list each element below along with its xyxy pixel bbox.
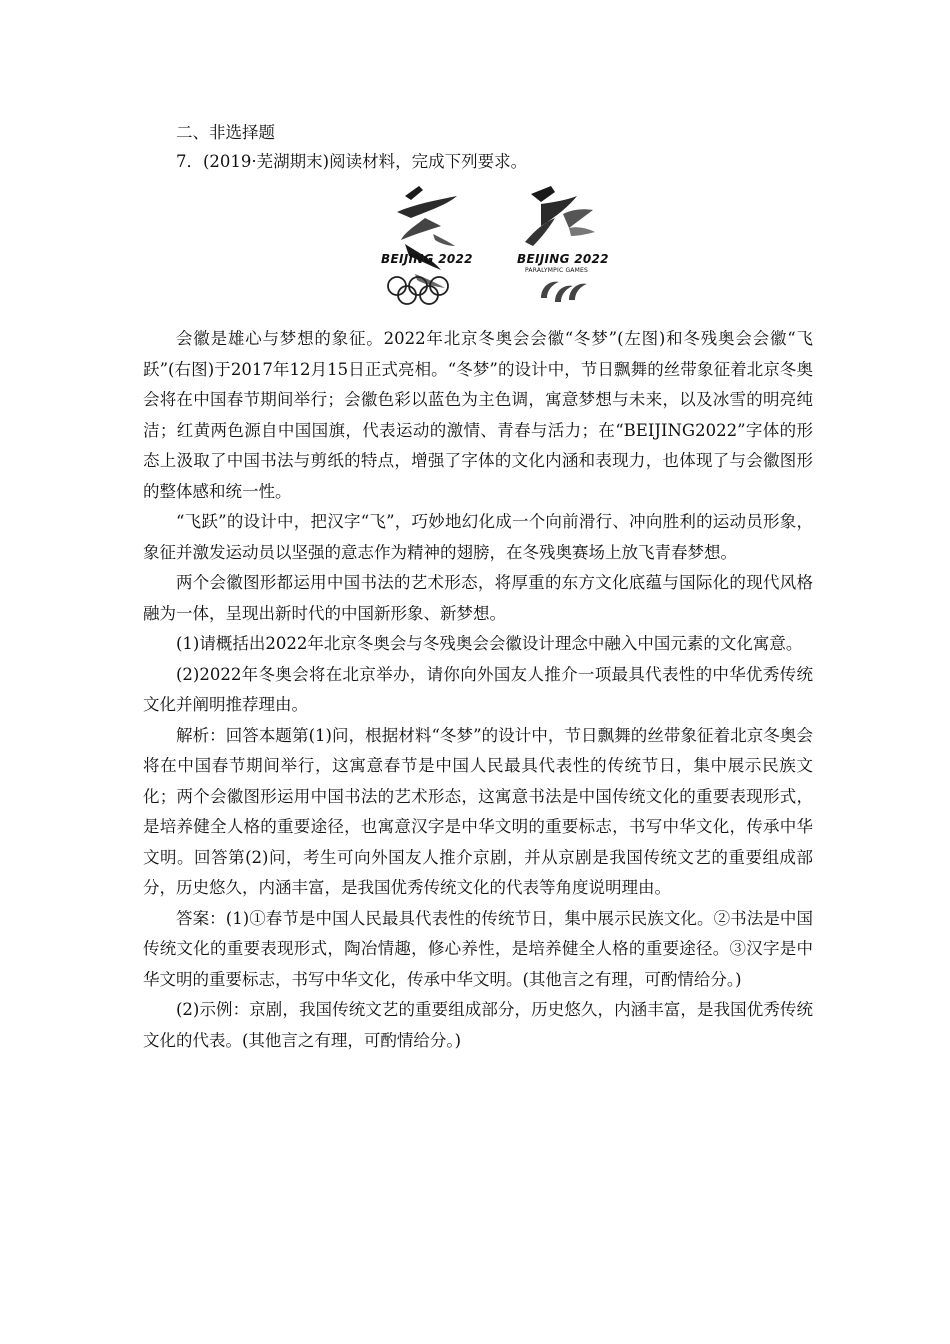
paralympic-subtitle: PARALYMPIC GAMES — [525, 267, 588, 274]
winter-olympics-emblem — [375, 182, 479, 312]
sub-question-2: (2)2022年冬奥会将在北京举办，请你向外国友人推介一项最具代表性的中华优秀传统文化并阐明推荐理由。 — [143, 664, 813, 714]
question-header: 7．(2019·芜湖期末)阅读材料，完成下列要求。 — [176, 152, 528, 171]
material-paragraph-1: 会徽是雄心与梦想的象征。2022年北京冬奥会会徽“冬梦”(左图)和冬残奥会会徽“飞跃”(右图)于2017年12月15日正式亮相。“冬梦”的设计中，节日飘舞的丝带象征着北京冬奥会将在中国春节期间举行；会徽色彩以蓝色为主色调，寓意梦想与未来，以及冰雪的明亮纯洁；红黄两色源自中国国旗，代表运动的激情、青春与活力；在“BEIJING2022”字体的形态上汲取了中国书法与剪纸的特点，增强了字体的文化内涵和表现力，也体现了与会徽图形的整体感和统一性。 — [143, 329, 813, 501]
winter-paralympics-emblem — [511, 182, 619, 312]
analysis-paragraph: 解析：回答本题第(1)问，根据材料“冬梦”的设计中，节日飘舞的丝带象征着北京冬奥会将在中国春节期间举行，这寓意春节是中国人民最具代表性的传统节日，集中展示民族文化；两个会徽图形运用中国书法的艺术形态，这寓意书法是中国传统文化的重要表现形式，是培养健全人格的重要途径，也寓意汉字是中华文明的重要标志，书写中华文化，传承中华文明。回答第(2)问，考生可向外国友人推介京剧，并从京剧是我国传统文艺的重要组成部分，历史悠久，内涵丰富，是我国优秀传统文化的代表等角度说明理由。 — [143, 725, 813, 897]
olympic-rings-icon — [375, 272, 479, 308]
material-paragraph-3: 两个会徽图形都运用中国书法的艺术形态，将厚重的东方文化底蕴与国际化的现代风格融为一体，呈现出新时代的中国新形象、新梦想。 — [143, 573, 813, 623]
document-page — [143, 118, 813, 1056]
agitos-icon — [511, 274, 619, 310]
emblem-images — [143, 182, 813, 318]
sub-question-1: (1)请概括出2022年北京冬奥会与冬残奥会会徽设计理念中融入中国元素的文化寓意。 — [176, 634, 803, 653]
answer-paragraph-2: (2)示例：京剧，我国传统文艺的重要组成部分，历史悠久，内涵丰富，是我国优秀传统文化的代表。(其他言之有理，可酌情给分。) — [143, 1000, 813, 1050]
right-wordmark: BEIJING 2022 — [517, 252, 609, 266]
answer-paragraph-1: 答案：(1)①春节是中国人民最具代表性的传统节日，集中展示民族文化。②书法是中国传统文化的重要表现形式，陶冶情趣，修心养性，是培养健全人格的重要途径。③汉字是中华文明的重要标志，书写中华文化，传承中华文明。(其他言之有理，可酌情给分。) — [143, 908, 813, 989]
left-wordmark: BEIJING 2022 — [381, 252, 473, 266]
material-paragraph-2: “飞跃”的设计中，把汉字“飞”，巧妙地幻化成一个向前滑行、冲向胜利的运动员形象，象征并激发运动员以坚强的意志作为精神的翅膀，在冬残奥赛场上放飞青春梦想。 — [143, 512, 813, 562]
section-title: 二、非选择题 — [176, 123, 275, 142]
